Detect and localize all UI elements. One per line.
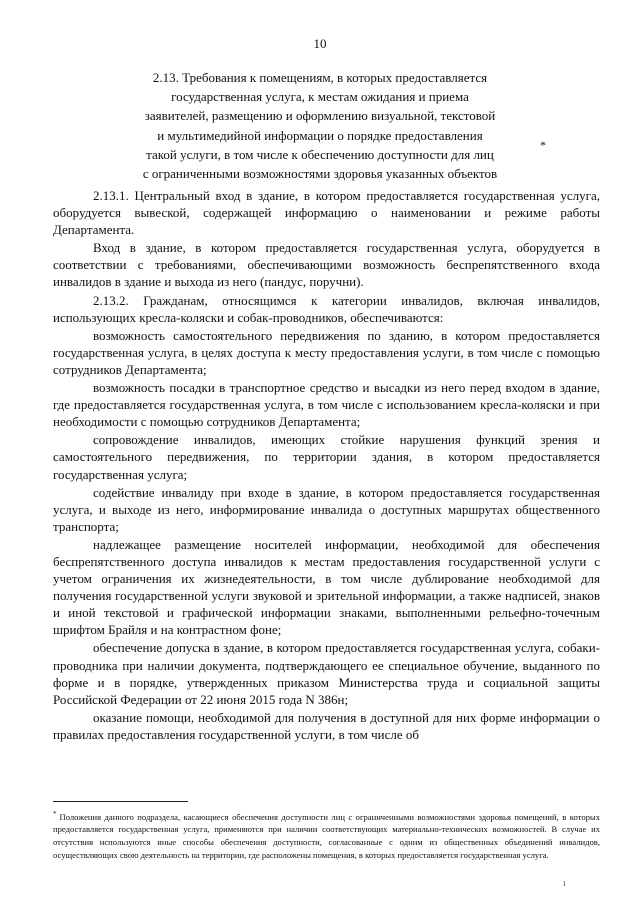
footnote-text: Положения данного подраздела, касающиеся обеспечения доступности лиц с ограниченными возможностями здоровья помещений, в которых предоставляется государственная услуга, применяются при наличии соответствующих материально-технических возможностей. В случае их отсутствия используются иные способы обеспечения доступности, согласованные с одним из общественных объединений инвалидов, осуществляющих свою деятельность на территории, где расположены помещения, в которых предоставляется государственная услуга. [53,811,600,860]
paragraph: надлежащее размещение носителей информации, необходимой для обеспечения беспрепятственного доступа инвалидов к местам предоставления государственной услуги с учетом ограничения их жизнедеятельности, в том числе дублирование необходимой для получения государственной услуги звуковой и зрительной информации, а также надписей, знаков и иной текстовой и графической информации знаками, выполненными рельефно-точечным шрифтом Брайля и на контрастном фоне; [53,536,600,638]
paragraph: обеспечение допуска в здание, в котором предоставляется государственная услуга, собаки-проводника при наличии документа, подтверждающего ее специальное обучение, выданного по форме и в порядке, утвержденных приказом Министерства труда и социальной защиты Российской Федерации от 22 июня 2015 года N 386н; [53,640,600,707]
scan-mark: ı [563,878,566,889]
heading-footnote-marker: * [540,138,546,152]
heading-line: с ограниченными возможностями здоровья указанных объектов [142,166,498,182]
heading-line: заявителей, размещению и оформлению визуальной, текстовой [144,108,496,124]
heading-line: такой услуги, в том числе к обеспечению доступности для лиц [146,146,494,162]
footnote-marker: * [53,810,57,818]
heading-line: 2.13. Требования к помещениям, в которых предоставляется [152,70,488,85]
paragraph: содействие инвалиду при входе в здание, в котором предоставляется государственная услуга, и выходе из него, информирование инвалида о доступных маршрутах общественного транспорта; [53,484,600,534]
footnote [53,808,600,861]
footnote-divider [53,801,188,802]
page-number: 10 [313,36,327,51]
paragraph: возможность посадки в транспортное средство и высадки из него перед входом в здание, где предоставляется государственная услуга, в том числе с использованием кресла-коляски и при необходимости с помощью сотрудников Департамента; [53,380,600,430]
paragraph: оказание помощи, необходимой для получения в доступной для них форме информации о правилах предоставления государственной услуги, в том числе об [53,709,600,742]
heading-line: и мультимедийной информации о порядке предоставления [157,127,483,143]
paragraph: 2.13.1. Центральный вход в здание, в котором предоставляется государственная услуга, оборудуется вывеской, содержащей информацию о наименовании и режиме работы Департамента. [53,188,600,238]
section-heading [80,68,560,183]
paragraph: возможность самостоятельного передвижения по зданию, в котором предоставляется государственная услуга, в целях доступа к месту предоставления услуги, в том числе с помощью сотрудников Департамента; [53,327,600,377]
paragraph: 2.13.2. Гражданам, относящимся к категории инвалидов, включая инвалидов, использующих кресла-коляски и собак-проводников, обеспечиваются: [53,292,600,325]
paragraph: Вход в здание, в котором предоставляется государственная услуга, оборудуется в соответствии с требованиями, обеспечивающими возможность беспрепятственного входа инвалидов в здание и выхода из него (пандус, поручни). [53,240,600,290]
document-body [53,187,600,743]
heading-line: государственная услуга, к местам ожидания и приема [171,89,469,105]
paragraph: сопровождение инвалидов, имеющих стойкие нарушения функций зрения и самостоятельного передвижения, по территории здания, в котором предоставляется государственная услуга; [53,432,600,482]
